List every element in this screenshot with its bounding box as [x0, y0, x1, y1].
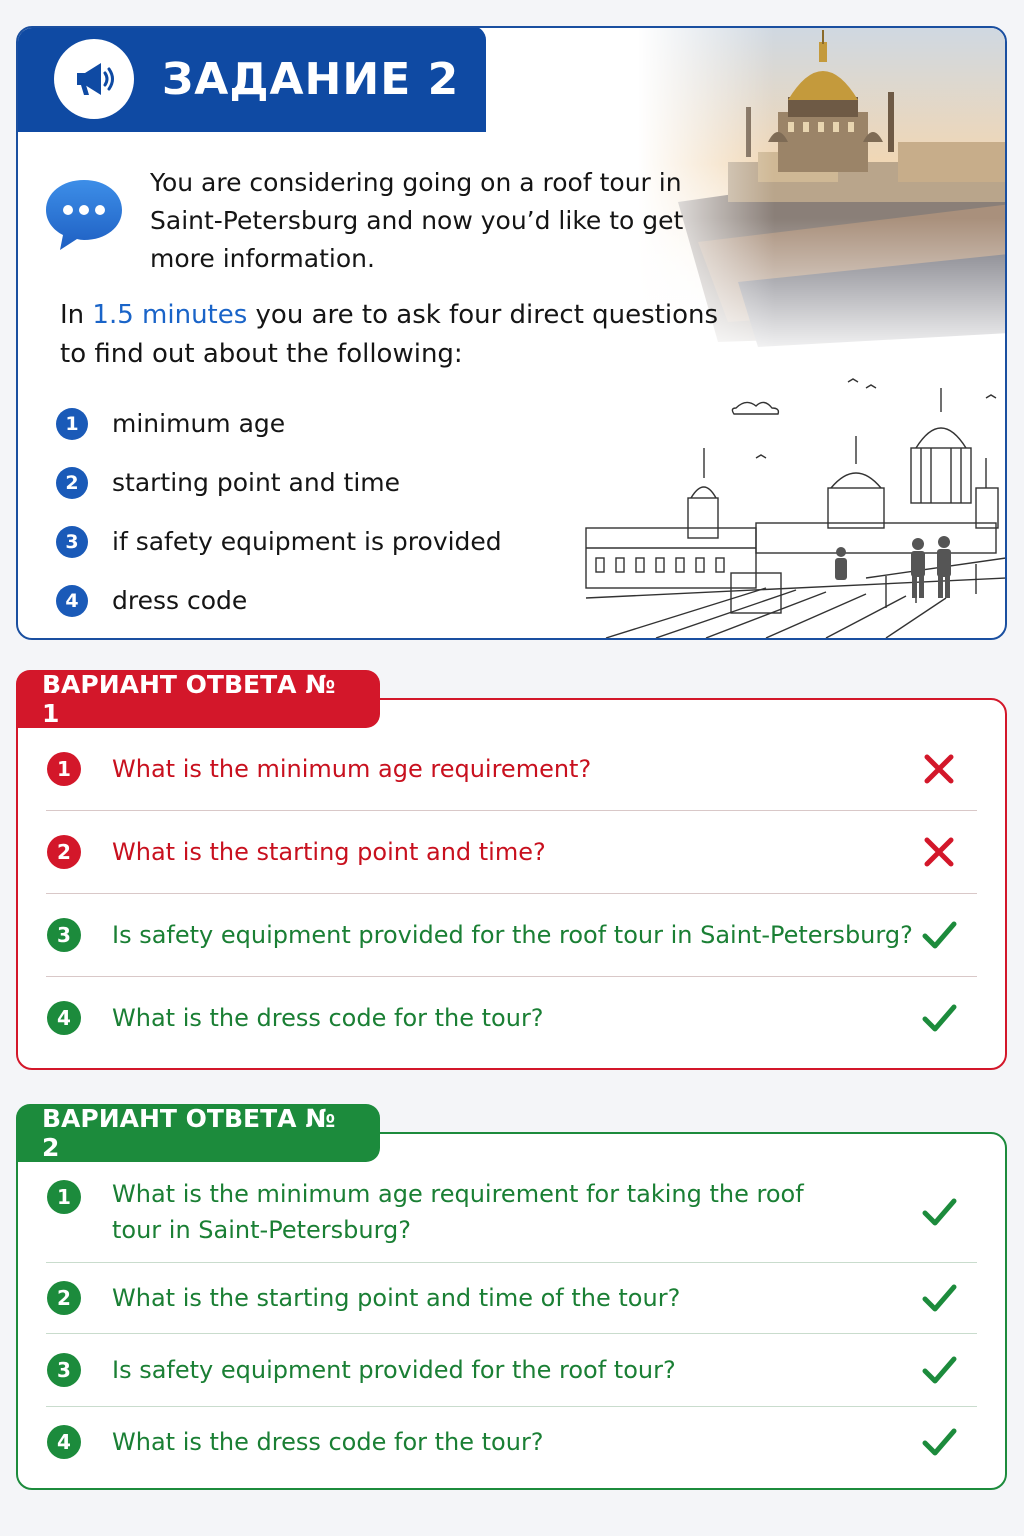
task-title: ЗАДАНИЕ 2 [162, 53, 460, 105]
answer-row [46, 1334, 977, 1407]
topic-label: minimum age [112, 409, 286, 438]
variant-1-rows [46, 728, 977, 1059]
task-header [16, 26, 486, 132]
answer-number: 2 [47, 835, 81, 869]
topic-item [56, 453, 502, 512]
answer-row [46, 894, 977, 977]
answer-variant-2 [16, 1104, 1007, 1490]
topic-label: if safety equipment is provided [112, 527, 502, 556]
topic-label: starting point and time [112, 468, 401, 497]
topic-item [56, 571, 502, 630]
check-icon [919, 915, 959, 955]
answer-question: What is the dress code for the tour? [112, 1004, 544, 1032]
answer-row [46, 728, 977, 811]
time-limit: 1.5 minutes [92, 300, 248, 330]
answer-question: What is the starting point and time? [112, 838, 546, 866]
answer-row [46, 1407, 977, 1477]
topic-item [56, 394, 502, 453]
answer-number: 3 [47, 1353, 81, 1387]
topic-number: 4 [56, 585, 88, 617]
answer-question: What is the dress code for the tour? [112, 1428, 544, 1456]
topic-item [56, 512, 502, 571]
topic-number: 1 [56, 408, 88, 440]
chat-bubble-icon [44, 174, 124, 254]
task-card [16, 26, 1007, 640]
topic-label: dress code [112, 586, 248, 615]
answer-question: What is the minimum age requirement? [112, 755, 592, 783]
answer-row [46, 1162, 977, 1263]
answer-row [46, 977, 977, 1059]
task-intro: You are considering going on a roof tour in Saint-Petersburg and now you’d like to get more information. [150, 168, 684, 273]
check-icon [919, 1192, 959, 1232]
check-icon [919, 1422, 959, 1462]
instructions-suffix: you are to ask four direct questions to find out about the following: [60, 300, 719, 369]
answer-question: Is safety equipment provided for the roof tour in Saint-Petersburg? [112, 921, 913, 949]
answer-number: 4 [47, 1425, 81, 1459]
task-instructions [60, 296, 740, 374]
variant-1-title: ВАРИАНТ ОТВЕТА № 1 [16, 670, 380, 728]
topic-number: 3 [56, 526, 88, 558]
answer-number: 4 [47, 1001, 81, 1035]
variant-2-title: ВАРИАНТ ОТВЕТА № 2 [16, 1104, 380, 1162]
check-icon [919, 998, 959, 1038]
check-icon [919, 1350, 959, 1390]
megaphone-icon [54, 39, 134, 119]
cross-icon [919, 832, 959, 872]
topic-number: 2 [56, 467, 88, 499]
answer-variant-1 [16, 670, 1007, 1070]
answer-row [46, 811, 977, 894]
rooftop-sketch-illustration [566, 348, 1006, 638]
answer-number: 1 [47, 1180, 81, 1214]
variant-2-rows [46, 1162, 977, 1477]
answer-question: Is safety equipment provided for the roof tour? [112, 1356, 676, 1384]
check-icon [919, 1278, 959, 1318]
answer-number: 3 [47, 918, 81, 952]
cross-icon [919, 749, 959, 789]
answer-question: What is the starting point and time of the tour? [112, 1284, 681, 1312]
topic-list [56, 394, 502, 630]
answer-number: 2 [47, 1281, 81, 1315]
answer-row [46, 1263, 977, 1334]
answer-question: What is the minimum age requirement for taking the roof tour in Saint-Petersburg? [112, 1180, 804, 1244]
answer-number: 1 [47, 752, 81, 786]
instructions-prefix: In [60, 300, 93, 330]
